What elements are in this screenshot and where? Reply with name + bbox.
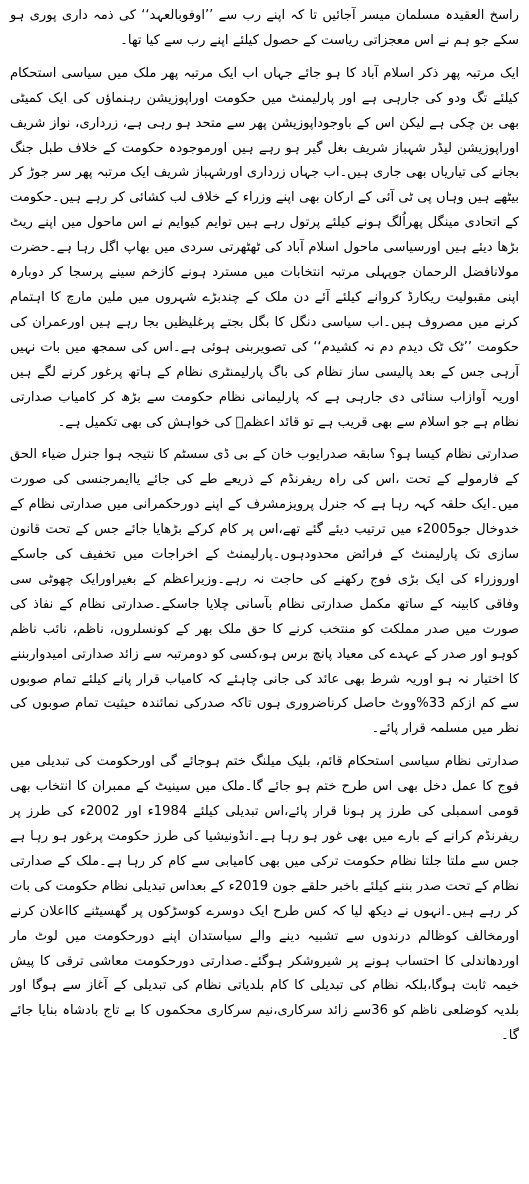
- article-paragraph-3: صدارتی نظام کیسا ہو؟ سابقہ صدرایوب خان کے بی ڈی سسٹم کا نتیجہ ہوا جنرل ضیاء الحق کے فارمولے کے تحت ،اس کی راہ ریفرنڈم کے ذریعے طے کی جائے یاایمرجنسی کی صورت میں۔ایک حلقہ کہہ رہا ہے کہ جنرل پرویزمشرف کے اپنے دورحکمرانی میں صدارتی نظام کے خدوخال جو2005ء میں ترتیب دیئے گئے تھے،اس پر کام کرکے بڑھایا جائے جس کے تحت قانون سازی تک پارلیمنٹ کے فرائض محدودہوں۔پارلیمنٹ کے اخراجات میں تخفیف کی جاسکے اوروزراء کی ایک بڑی فوج رکھنے کی حاجت نہ رہے۔وزیراعظم کے بغیراورایک چھوٹی سی وفاقی کابینہ کے ساتھ مکمل صدارتی نظام بآسانی چلایا جاسکے۔صدارتی نظام کے نفاذ کی صورت میں صدر مملکت کو منتخب کرنے کا حق ملک بھر کے کونسلروں، ناظم، نائب ناظم کوہو اور صدر کے عہدے کی معیاد پانچ برس ہو،کسی کو دومرتبہ سے زائد صدارتی امیدواربننے کا اختیار نہ ہو اوریہ شرط بھی عائد کی جانی چاہئے کہ کامیاب قرار پانے کیلئے تمام صوبوں سے کم ازکم 33%ووٹ حاصل کرناضروری ہوں تاکہ صدرکی نمائندہ حیثیت تمام صوبوں کی نظر میں مسلمہ قرار پائے۔: [10, 447, 519, 737]
- article-paragraph-4: صدارتی نظام سیاسی استحکام قائم، بلیک میلنگ ختم ہوجائے گی اورحکومت کی تبدیلی میں فوج کا عمل دخل بھی اس طرح ختم ہو جائے گا۔ملک میں سینیٹ کے ممبران کا انتخاب بھی قومی اسمبلی کی طرز پر ہونا قرار پائے،اس تبدیلی کیلئے 1984ء اور 2002ء کی طرز پر ریفرنڈم کرانے کے بارے میں بھی غور ہو رہا ہے۔انڈونیشیا کی طرز حکومت پرغور ہو رہا ہے جس سے ملتا جلتا نظام حکومت ترکی میں بھی کامیابی سے کام کر رہا ہے۔ملک کے صدارتی نظام کے تحت صدر بننے کیلئے باخبر حلقے جون 2019ء کے بعداس تبدیلی نظام حکومت کی بات کر رہے ہیں۔انہوں نے دیکھ لیا کہ کس طرح ایک دوسرے کوسڑکوں پر گھسیٹنے کااعلان کرنے اورمخالف کوظالم درندوں سے تشبیہ دینے والے سیاستدان اپنے دورحکومت میں لوٹ مار اوردھاندلی کا احتساب ہونے پر شیروشکر ہوگئے۔صدارتی دورحکومت معاشی ترقی کا پیش خیمہ ثابت ہوگا،بلکہ نظام کی تبدیلی کا کام بلدیاتی نظام کی تبدیلی کے آغاز سے ہوگا اور بلدیہ کوضلعی ناظم کو 36سے زائد سرکاری،نیم سرکاری محکموں کا بے تاج بادشاہ بنایا جائے گا۔: [10, 754, 520, 1044]
- article-paragraph-2: ایک مرتبہ پھر ذکر اسلام آباد کا ہو جائے جہاں اب ایک مرتبہ پھر ملک میں سیاسی استحکام کیلئے تگ ودو کی جارہی ہے اور پارلیمنٹ میں حکومت اوراپوزیشن رہنماؤں کی ایک کمیٹی بھی بن چکی ہے لیکن اس کے باوجوداپوزیشن پھر سے متحد ہو رہی ہے، زرداری، نواز شریف اوراپوزیشن لیڈر شہباز شریف بغل گیر ہو رہے ہیں اورموجودہ حکومت کے خلاف طبل جنگ بجانے کی تیاریاں بھی جاری ہیں۔اب جہاں زرداری اورشہباز شریف ایک مرتبہ پھر سر جوڑ کر بیٹھے ہیں وہاں پی ٹی آئی کے ارکان بھی اپنے وزراء کے خلاف لب کشائی کر رہے ہیں۔حکومت کے اتحادی مینگل پھراُلگ ہونے کیلئے پرتول رہے ہیں توایم کیوایم نے اس ماحول میں اپنے ریٹ بڑھا دیئے ہیں اورسیاسی ماحول اسلام آباد کی ٹھٹھرتی سردی میں بھاپ اگل رہا ہے۔حضرت مولانافضل الرحمان جوپہلی مرتبہ انتخابات میں مسترد ہونے کازخم سینے پرسجا کر دوبارہ اپنی مقبولیت ریکارڈ کروانے کیلئے آئے دن ملک کے چندبڑے شہروں میں ملین مارچ کا اہتمام کرنے میں مصروف ہیں۔اب سیاسی دنگل کا بگل بجتے پرغلیظیں بجا رہے ہیں اورعمران کی حکومت ’’ٹک ٹک دیدم دم نہ کشیدم‘‘ کی تصویربنی ہوئی ہے۔اس کی سمجھ میں بات نہیں آرہی جس کے بعد پالیسی ساز نظام کی باگ پارلیمنٹری نظام کے ہاتھ پرغور کرنے لگے ہیں اوریہ آوازاب سنائی دی جارہی ہے کہ پارلیمانی نظام حکومت سے بڑھ کر کامیاب صدارتی نظام ہے جو اسلام سے بھی قریب ہے تو قائد اعظمؒ کی خواہش کی بھی تکمیل ہے۔: [10, 65, 519, 430]
- article-paragraph-1: راسخ العقیدہ مسلمان میسر آجائیں تا کہ اپنے رب سے ’’اوفوبالعہد‘‘ کی ذمہ داری پوری ہو سکے جو ہم نے اس معجزاتی ریاست کے حصول کیلئے اپنے رب سے کیا تھا۔: [10, 8, 519, 48]
